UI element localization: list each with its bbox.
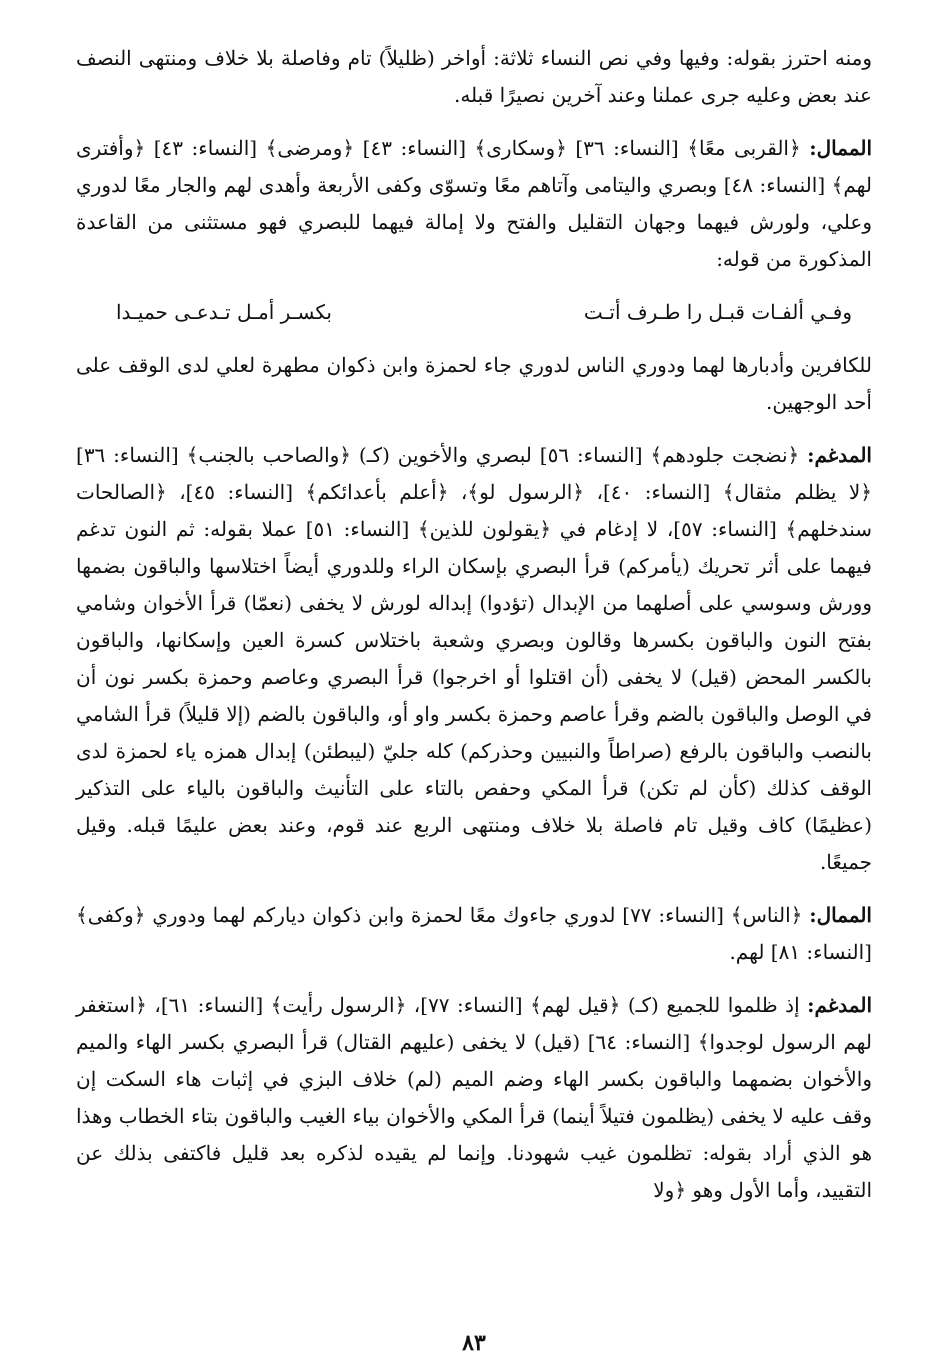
- section-heading: الممال:: [809, 903, 872, 927]
- verse-first-hemistich: وفـي ألفـات قبـل را طـرف أتـت: [583, 300, 852, 324]
- section-heading: المدغم:: [807, 443, 872, 467]
- section-heading: المدغم:: [807, 993, 873, 1017]
- paragraph-4: [76, 437, 872, 881]
- paragraph-5: [76, 897, 872, 971]
- paragraph-text: ﴿القربى معًا﴾ [النساء: ٣٦] ﴿وسكارى﴾ [النساء: ٤٣] ﴿ومرضى﴾ [النساء: ٤٣] ﴿وأفترى لهم﴾ [النساء: ٤٨] وبصري واليتامى وآتاهم معًا وتسوّى وكفى الأربعة وأهدى لهم والجار معًا لدوري وعلي، ولورش فيهما وجهان التقليل والفتح ولا إمالة فيهما للبصري فهو مستثنى من القاعدة المذكورة من قوله:: [76, 136, 872, 271]
- poem-verse: [76, 294, 872, 331]
- page-number: ٨٣: [462, 1330, 486, 1356]
- book-page: [76, 40, 873, 1356]
- paragraph-6: [76, 987, 872, 1209]
- paragraph-text: للكافرين وأدبارها لهما ودوري الناس لدوري جاء لحمزة وابن ذكوان مطهرة لعلي لدى الوقف على أحد الوجهين.: [76, 353, 872, 414]
- paragraph-3: [76, 347, 872, 421]
- section-heading: الممال:: [809, 136, 873, 160]
- verse-second-hemistich: بكسـر أمـل تـدعـى حميـدا: [116, 300, 332, 324]
- paragraph-1: [76, 40, 872, 114]
- paragraph-text: ﴿نضجت جلودهم﴾ [النساء: ٥٦] لبصري والأخوين (كـ) ﴿والصاحب بالجنب﴾ [النساء: ٣٦] ﴿لا يظلم مثقال﴾ [النساء: ٤٠]، ﴿الرسول لو﴾، ﴿أعلم بأعدائكم﴾ [النساء: ٤٥]، ﴿الصالحات سندخلهم﴾ [النساء: ٥٧]، لا إدغام في ﴿يقولون للذين﴾ [النساء: ٥١] عملا بقوله: ثم النون تدغم فيهما على أثر تحريك (يأمركم) قرأ البصري بإسكان الراء وللدوري أيضاً اختلاسها والباقون بضمها وورش وسوسي على أصلهما من الإبدال (تؤدوا) إبداله لورش لا يخفى (نعمّا) قرأ الأخوان وشامي بفتح النون والباقون بكسرها وقالون وبصري وشعبة باختلاس كسرة العين وإسكانها، والباقون بالكسر المحض (قيل) لا يخفى (أن اقتلوا أو اخرجوا) قرأ البصري وعاصم وحمزة بكسر نون أن في الوصل والباقون بالضم وقرأ عاصم وحمزة بكسر واو أو، والباقون بالضم (إلا قليلاً) قرأ الشامي بالنصب والباقون بالرفع (صراطاً والنبيين وحذركم) كله جليّ (ليبطئن) إبدال همزه ياء لحمزة لدى الوقف كذلك (كأن لم تكن) قرأ المكي وحفص بالتاء على التأنيث والباقون بالياء على التذكير (عظيمًا) كاف وقيل تام فاصلة بلا خلاف ومنتهى الربع عند قوم، وعند بعض عليمًا قبله. وقيل جميعًا.: [76, 443, 872, 874]
- paragraph-text: ﴿الناس﴾ [النساء: ٧٧] لدوري جاءوك معًا لحمزة وابن ذكوان دياركم لهما ودوري ﴿وكفى﴾ [النساء: ٨١] لهم.: [76, 903, 872, 964]
- paragraph-text: إذ ظلموا للجميع (كـ) ﴿قيل لهم﴾ [النساء: ٧٧]، ﴿الرسول رأيت﴾ [النساء: ٦١]، ﴿استغفر لهم الرسول لوجدوا﴾ [النساء: ٦٤] (قيل) لا يخفى (عليهم القتال) قرأ البصري بكسر الهاء والميم والأخوان بضمهما والباقون بكسر الهاء وضم الميم (لم) خلاف البزي في إثبات هاء السكت إن وقف عليه لا يخفى (يظلمون فتيلاً أينما) قرأ المكي والأخوان بياء الغيب والباقون بتاء الخطاب وهذا هو الذي أراد بقوله: تظلمون غيب شهودنا. وإنما لم يقيده لذكره بعد قليل فاكتفى بذلك عن التقييد، وأما الأول وهو ﴿ولا: [76, 993, 872, 1202]
- paragraph-2: [76, 130, 872, 278]
- paragraph-text: ومنه احترز بقوله: وفيها وفي نص النساء ثلاثة: أواخر (ظليلاً) تام وفاصلة بلا خلاف ومنتهى النصف عند بعض وعليه جرى عملنا وعند آخرين نصيرًا قبله.: [76, 46, 872, 107]
